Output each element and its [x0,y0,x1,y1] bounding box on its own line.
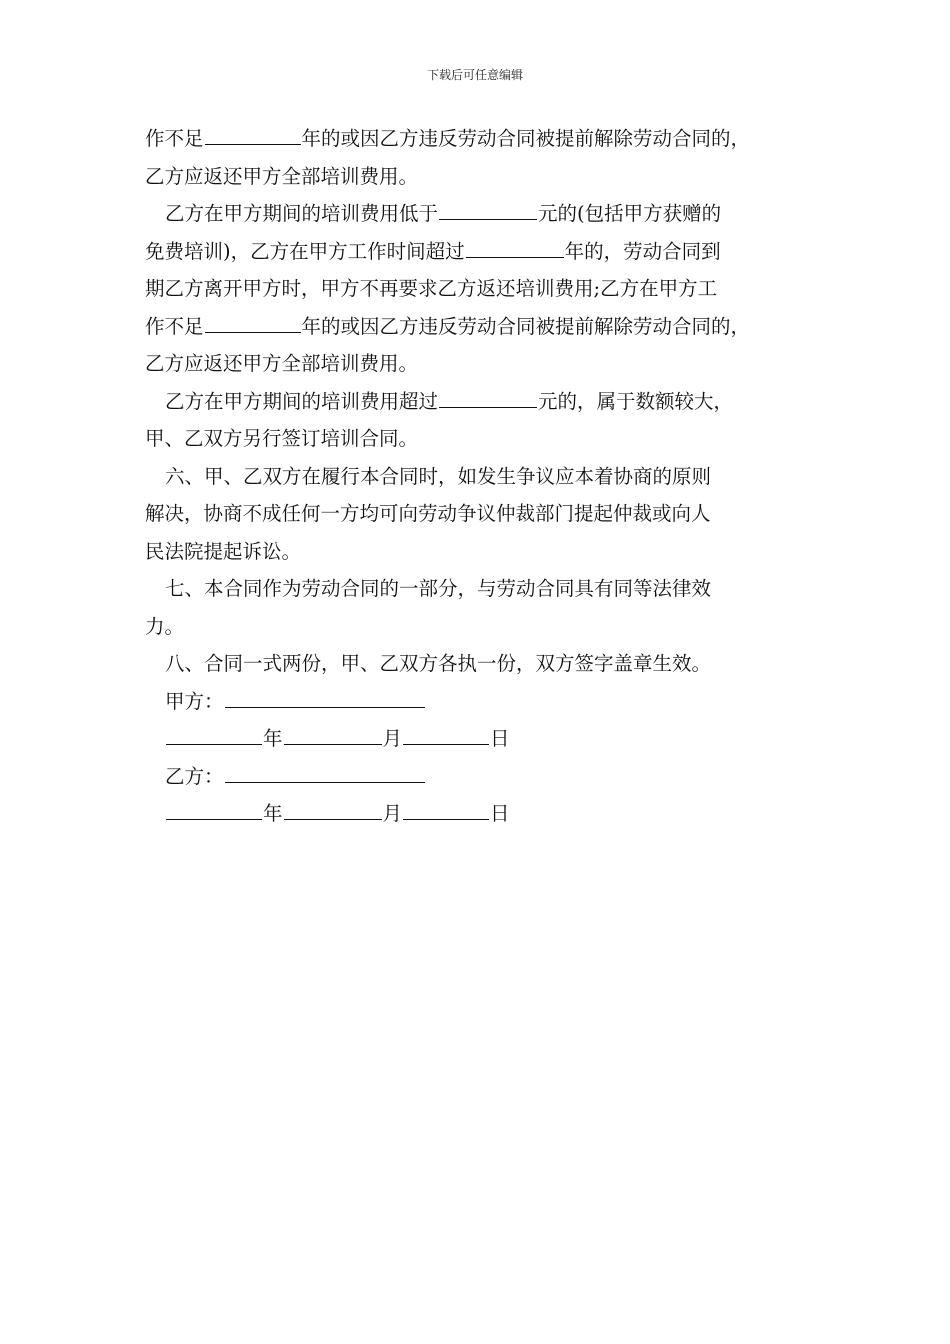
page-header: 下载后可任意编辑 [426,68,523,82]
party-a-date-line [145,720,825,758]
month-label: 月 [382,727,403,750]
party-a-signature-line [145,683,825,721]
paragraph-line: 乙方应返还甲方全部培训费用。 [145,352,419,375]
day-label: 日 [490,802,510,825]
text: 元的，属于数额较大， [538,389,734,413]
month-blank [284,799,382,820]
text: 元的(包括甲方获赠的 [538,202,722,225]
day-blank [403,799,489,820]
blank-field [205,312,301,333]
text: 年的或因乙方违反劳动合同被提前解除劳动合同的， [301,314,751,338]
paragraph-line: 民法院提起诉讼。 [145,539,302,563]
party-b-label: 乙方： [165,764,224,788]
text: 作不足 [145,127,204,150]
blank-field [205,124,301,145]
year-blank [166,724,262,745]
paragraph-line: 六、甲、乙双方在履行本合同时，如发生争议应本着协商的原则 [165,464,712,488]
text: 年的，劳动合同到 [564,239,721,263]
year-blank [166,799,262,820]
blank-field [439,199,537,220]
paragraph-line: 力。 [145,614,185,638]
month-label: 月 [382,802,403,825]
text: 年的或因乙方违反劳动合同被提前解除劳动合同的， [301,127,751,150]
paragraph-line: 乙方应返还甲方全部培训费用。 [145,164,419,188]
paragraph-line [145,195,825,233]
month-blank [284,724,382,745]
paragraph-line [145,308,825,346]
paragraph-line: 期乙方离开甲方时，甲方不再要求乙方返还培训费用;乙方在甲方工 [145,277,718,300]
paragraph-line [145,383,825,421]
text: 作不足 [145,314,204,338]
paragraph-line: 解决，协商不成任何一方均可向劳动争议仲裁部门提起仲裁或向人 [145,502,711,525]
paragraph-line: 甲、乙双方另行签订培训合同。 [145,427,419,450]
blank-field [439,387,537,408]
party-a-label: 甲方： [165,689,224,713]
paragraph-line [145,120,825,158]
year-label: 年 [263,727,283,750]
party-b-blank [225,762,425,783]
paragraph-line: 八、合同一式两份，甲、乙双方各执一份，双方签字盖章生效。 [165,652,712,675]
blank-field [466,237,564,258]
text: 乙方在甲方期间的培训费用低于 [165,202,439,225]
party-b-date-line [145,795,825,833]
text: 免费培训)，乙方在甲方工作时间超过 [145,239,465,263]
day-label: 日 [490,727,510,750]
party-a-blank [225,687,425,708]
text: 乙方在甲方期间的培训费用超过 [165,389,439,413]
day-blank [403,724,489,745]
year-label: 年 [263,802,283,825]
party-b-signature-line [145,758,825,796]
paragraph-line: 七、本合同作为劳动合同的一部分，与劳动合同具有同等法律效 [165,577,712,600]
document-body [145,120,825,833]
paragraph-line [145,233,825,271]
